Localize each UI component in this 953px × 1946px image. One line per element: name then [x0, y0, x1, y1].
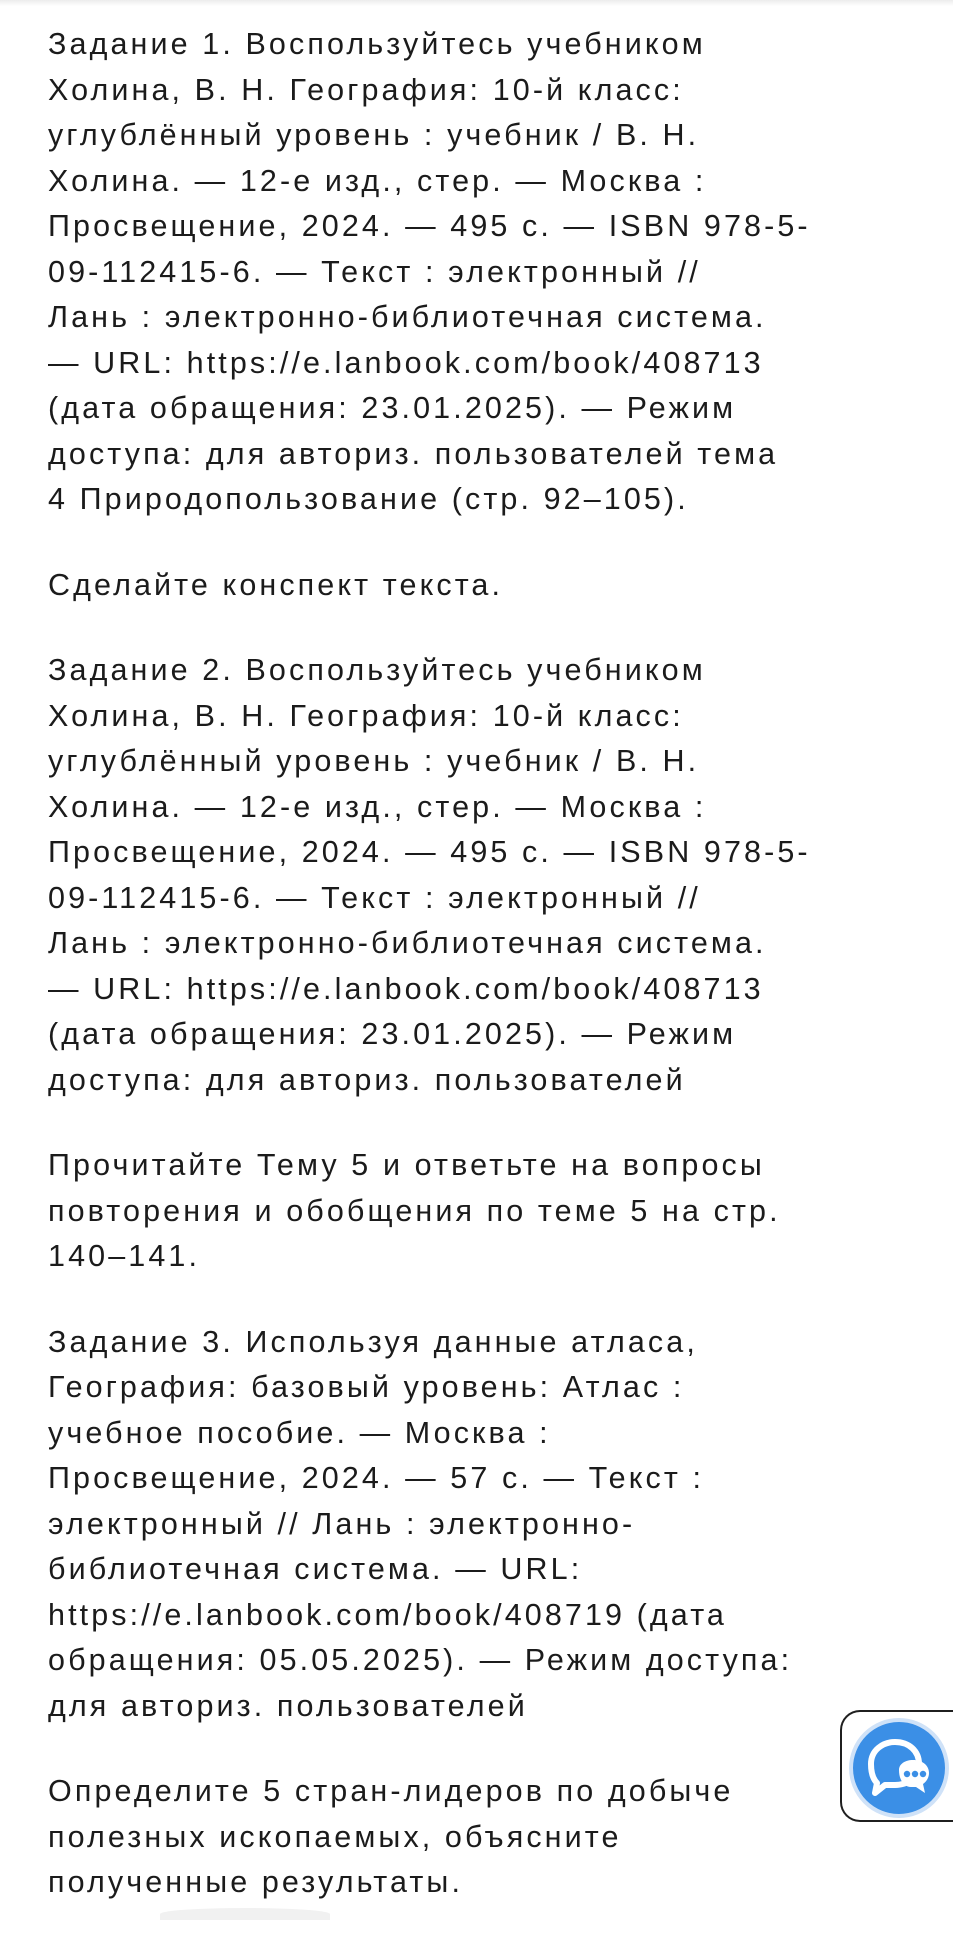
- chat-button[interactable]: [840, 1710, 953, 1822]
- chat-circle: [849, 1718, 949, 1818]
- task-1-instruction: Сделайте конспект текста.: [48, 567, 504, 602]
- task-3-text: Задание 3. Используя данные атласа, География: базовый уровень: Атлас : учебное пособие. — Москва : Просвещение, 2024. — 57 с. — Текст : электронный // Лань : электронно- библиотечная система. — URL: https://e.lanbook.com/book/408719 (дата обращения: 05.05.2025). — Режим доступа: для авториз. пользователей: [48, 1324, 793, 1723]
- top-divider: [0, 0, 953, 6]
- task-2-text: Задание 2. Воспользуйтесь учебником Холина, В. Н. География: 10-й класс: углублённый уровень : учебник / В. Н. Холина. — 12-е изд., стер. — Москва : Просвещение, 2024. — 495 с. — ISBN 978-5- 09-112415-6. — Текст : электронный // Лань : электронно-библиотечная система. — URL: https://e.lanbook.com/book/408713 (дата обращения: 23.01.2025). — Режим доступа: для авториз. пользователей: [48, 653, 811, 1097]
- task-2-instruction: Прочитайте Тему 5 и ответьте на вопросы повторения и обобщения по теме 5 на стр. 140–141.: [48, 1148, 781, 1273]
- chat-bubbles-icon: [863, 1734, 935, 1804]
- bottom-edge-shadow: [160, 1908, 330, 1920]
- assignment-text: [48, 22, 908, 1946]
- task-3-instruction: Определите 5 стран-лидеров по добыче полезных ископаемых, объясните полученные результаты.: [48, 1774, 734, 1899]
- task-1-text: Задание 1. Воспользуйтесь учебником Холина, В. Н. География: 10-й класс: углублённый уровень : учебник / В. Н. Холина. — 12-е изд., стер. — Москва : Просвещение, 2024. — 495 с. — ISBN 978-5- 09-112415-6. — Текст : электронный // Лань : электронно-библиотечная система. — URL: https://e.lanbook.com/book/408713 (дата обращения: 23.01.2025). — Режим доступа: для авториз. пользователей тема 4 Природопользование (стр. 92–105).: [48, 27, 811, 516]
